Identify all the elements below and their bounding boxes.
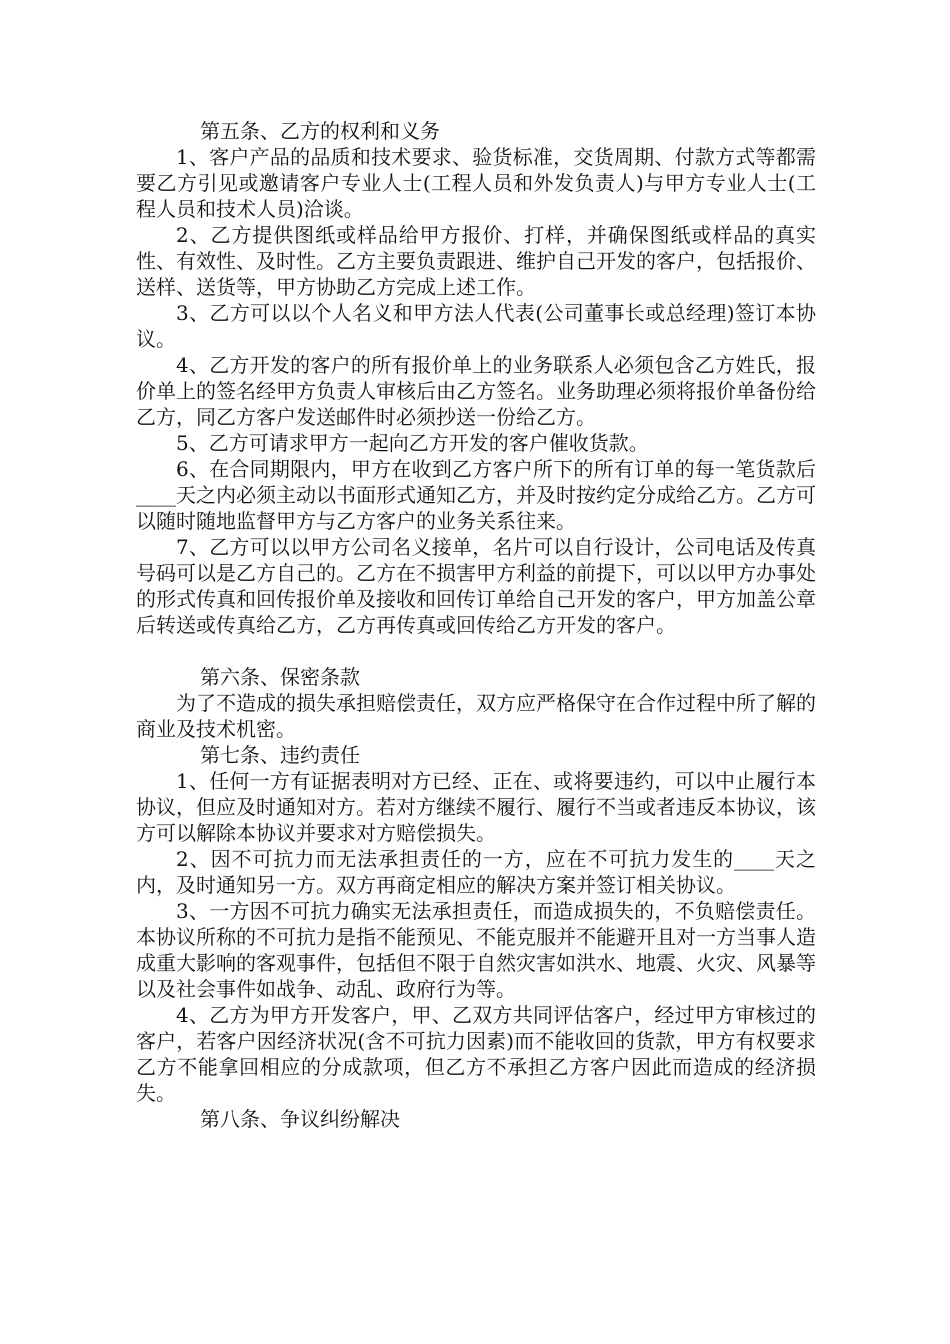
section-spacer xyxy=(136,638,816,664)
section-7-heading: 第七条、违约责任 xyxy=(200,743,360,767)
section-5-item-2: 2、乙方提供图纸或样品给甲方报价、打样，并确保图纸或样品的真实性、有效性、及时性。乙方主要负责跟进、维护自己开发的客户，包括报价、送样、送货等，甲方协助乙方完成上述工作。 xyxy=(136,223,816,299)
section-8-heading: 第八条、争议纠纷解决 xyxy=(200,1107,400,1131)
document-body xyxy=(136,118,816,1132)
section-5-item-5: 5、乙方可请求甲方一起向乙方开发的客户催收货款。 xyxy=(176,431,649,455)
section-7-item-2: 2、因不可抗力而无法承担责任的一方，应在不可抗力发生的____天之内，及时通知另一方。双方再商定相应的解决方案并签订相关协议。 xyxy=(136,847,816,897)
section-5-item-7: 7、乙方可以以甲方公司名义接单，名片可以自行设计，公司电话及传真号码可以是乙方自己的。乙方在不损害甲方利益的前提下，可以以甲方办事处的形式传真和回传报价单及接收和回传订单给自己开发的客户，甲方加盖公章后转送或传真给乙方，乙方再传真或回传给乙方开发的客户。 xyxy=(136,535,816,637)
section-5-item-6: 6、在合同期限内，甲方在收到乙方客户所下的所有订单的每一笔货款后____天之内必须主动以书面形式通知乙方，并及时按约定分成给乙方。乙方可以随时随地监督甲方与乙方客户的业务关系往来。 xyxy=(136,457,816,533)
section-5-item-1: 1、客户产品的品质和技术要求、验货标准，交货周期、付款方式等都需要乙方引见或邀请客户专业人士(工程人员和外发负责人)与甲方专业人士(工程人员和技术人员)洽谈。 xyxy=(136,145,816,221)
section-6-text: 为了不造成的损失承担赔偿责任，双方应严格保守在合作过程中所了解的商业及技术机密。 xyxy=(136,691,816,741)
section-5-heading: 第五条、乙方的权利和义务 xyxy=(200,119,440,143)
section-6-heading: 第六条、保密条款 xyxy=(200,665,360,689)
section-7-item-1: 1、任何一方有证据表明对方已经、正在、或将要违约，可以中止履行本协议，但应及时通知对方。若对方继续不履行、履行不当或者违反本协议，该方可以解除本协议并要求对方赔偿损失。 xyxy=(136,769,816,845)
section-5-item-3: 3、乙方可以以个人名义和甲方法人代表(公司董事长或总经理)签订本协议。 xyxy=(136,301,816,351)
section-7-item-3: 3、一方因不可抗力确实无法承担责任，而造成损失的，不负赔偿责任。本协议所称的不可抗力是指不能预见、不能克服并不能避开且对一方当事人造成重大影响的客观事件，包括但不限于自然灾害如洪水、地震、火灾、风暴等以及社会事件如战争、动乱、政府行为等。 xyxy=(136,899,816,1001)
section-5-item-4: 4、乙方开发的客户的所有报价单上的业务联系人必须包含乙方姓氏，报价单上的签名经甲方负责人审核后由乙方签名。业务助理必须将报价单备份给乙方，同乙方客户发送邮件时必须抄送一份给乙方。 xyxy=(136,353,816,429)
section-7-item-4: 4、乙方为甲方开发客户，甲、乙双方共同评估客户，经过甲方审核过的客户，若客户因经济状况(含不可抗力因素)而不能收回的货款，甲方有权要求乙方不能拿回相应的分成款项，但乙方不承担乙方客户因此而造成的经济损失。 xyxy=(136,1003,816,1105)
